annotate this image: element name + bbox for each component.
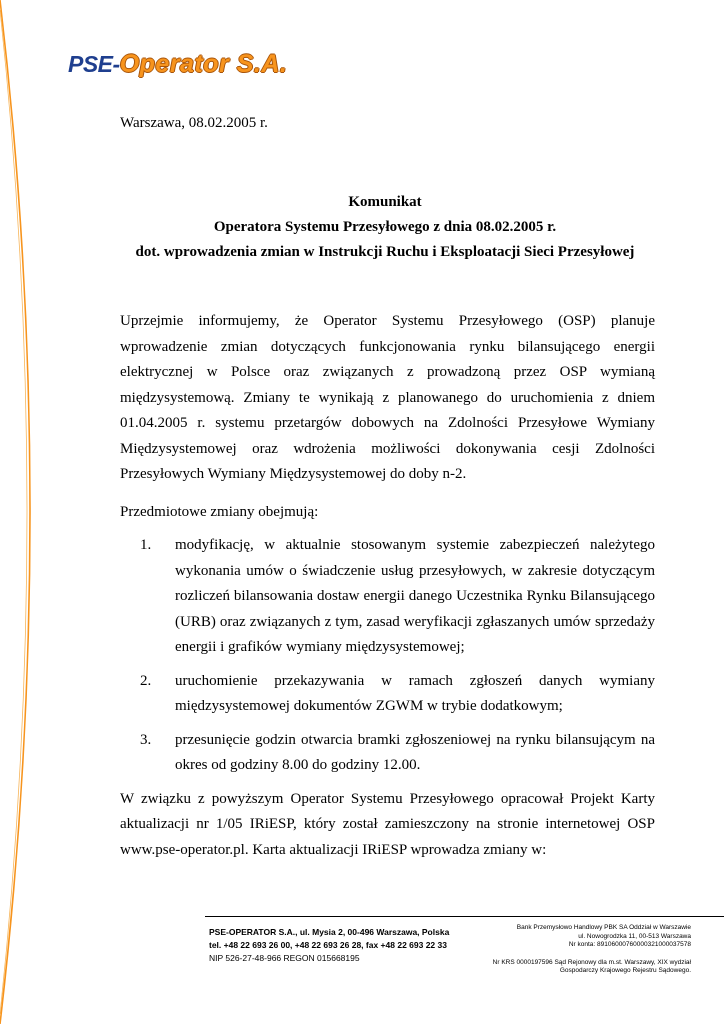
place-date: Warszawa, 08.02.2005 r. — [120, 115, 268, 131]
paragraph-list-intro: Przedmiotowe zmiany obejmują: — [120, 503, 319, 520]
footer-address: PSE-OPERATOR S.A., ul. Mysia 2, 00-496 Warszawa, Polska — [209, 927, 450, 937]
footer-court: Gospodarczy Krajowego Rejestru Sądowego. — [559, 967, 691, 974]
list-item — [140, 669, 655, 720]
company-logo — [68, 50, 287, 79]
heading-subject: dot. wprowadzenia zmian w Instrukcji Ruchu i Eksploatacji Sieci Przesyłowej — [135, 244, 635, 260]
footer-bank-info — [461, 924, 691, 976]
list-number: 2. — [140, 672, 152, 689]
footer-divider — [205, 916, 724, 917]
list-number: 3. — [140, 731, 152, 748]
footer-bank-account: Nr konta: 89106000760000321000037578 — [568, 941, 691, 948]
footer-krs: Nr KRS 0000197596 Sąd Rejonowy dla m.st. Warszawy, XIX wydział — [492, 958, 691, 966]
footer-bank-name: Bank Przemysłowo Handlowy PBK SA Oddział w Warszawie — [516, 924, 691, 931]
footer-company-info — [209, 926, 499, 965]
logo-operator: Operator S.A. — [119, 50, 288, 78]
changes-list — [120, 533, 655, 779]
list-item — [140, 533, 655, 661]
footer-registration: NIP 526-27-48-966 REGON 015668195 — [209, 953, 360, 963]
footer-phone: tel. +48 22 693 26 00, +48 22 693 26 28, fax +48 22 693 22 33 — [209, 940, 447, 950]
logo-pse: PSE — [68, 51, 113, 77]
footer-bank-address: ul. Nowogrodzka 11, 00-513 Warszawa — [578, 932, 691, 940]
logo-dash: - — [112, 51, 120, 77]
list-item — [140, 728, 655, 779]
list-number: 1. — [140, 537, 152, 553]
decorative-curve — [0, 0, 60, 1024]
paragraph-intro: Uprzejmie informujemy, że Operator Systemu Przesyłowego (OSP) planuje wprowadzenie zmian dotyczących funkcjonowania rynku bilansującego energii elektrycznej w Polsce oraz związanych z prowadzoną przez OSP wymianą międzysystemową. Zmiany te wynikają z planowanego do uruchomienia z dniem 01.04.2005 r. systemu przetargów dobowych na Zdolności Przesyłowe Wymiany Międzysystemowej oraz wdrożenia możliwości dokonywania cesji Zdolności Przesyłowych Wymiany Międzysystemowej do doby n-2. — [120, 313, 655, 482]
paragraph-conclusion: W związku z powyższym Operator Systemu Przesyłowego opracował Projekt Karty aktualizacji nr 1/05 IRiESP, który został zamieszczony na stronie internetowej OSP www.pse-operator.pl. Karta aktualizacji IRiESP wprowadza zmiany w: — [120, 790, 655, 858]
heading-title: Komunikat — [348, 194, 422, 210]
document-heading — [100, 190, 670, 265]
heading-subtitle: Operatora Systemu Przesyłowego z dnia 08.02.2005 r. — [213, 219, 557, 235]
list-text: uruchomienie przekazywania w ramach zgłoszeń danych wymiany międzysystemowej dokumentów ZGWM w trybie dodatkowym; — [175, 672, 655, 714]
document-body — [120, 309, 655, 863]
list-text: modyfikację, w aktualnie stosowanym systemie zabezpieczeń należytego wykonania umów o świadczenie usług przesyłowych, w zakresie dotyczącym rozliczeń bilansowania dostaw energii danego Uczestnika Rynku Bilansującego (URB) oraz związanych z tym, zasad weryfikacji zgłaszanych umów sprzedaży energii i grafików wymiany międzysystemowej; — [175, 537, 655, 655]
list-text: przesunięcie godzin otwarcia bramki zgłoszeniowej na rynku bilansującym na okres od godziny 8.00 do godziny 12.00. — [175, 731, 655, 773]
